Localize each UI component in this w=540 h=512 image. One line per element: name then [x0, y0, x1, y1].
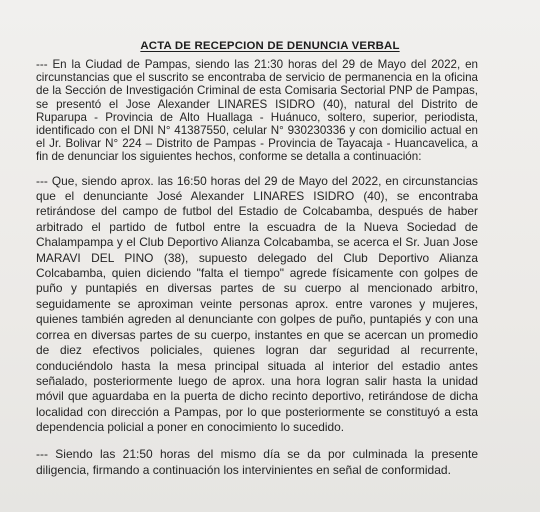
document-body — [36, 58, 478, 488]
paragraph-facts: --- Que, siendo aprox. las 16:50 horas del 29 de Mayo del 2022, en circunstancias que el denunciante José Alexander LINARES ISIDRO (40), se encontraba retirándose del campo de futbol del Estadio de Colcabamba, después de haber arbitrado el partido de futbol entre la escuadra de la Nueva Sociedad de Chalampampa y el Club Deportivo Alianza Colcabamba, se acerca el Sr. Juan Jose MARAVI DEL PINO (38), supuesto delegado del Club Deportivo Alianza Colcabamba, quien diciendo "falta el tiempo" agrede físicamente con golpes de puño y puntapiés en diversas partes de su cuerpo al mencionado arbitro, seguidamente se aproximan veinte personas aprox. entre varones y mujeres, quienes también agreden al denunciante con golpes de puño, puntapiés y con una correa en diversas partes de su cuerpo, instantes en que se acercan un promedio de diez efectivos policiales, quienes logran dar seguridad al recurrente, conduciéndolo hasta la mesa principal situada al interior del estadio antes señalado, posteriormente luego de aprox. una hora logran salir hasta la unidad móvil que aguardaba en la puerta de dicho recinto deportivo, retirándose de dicha localidad con dirección a Pampas, por lo que posteriormente se constituyó a esta dependencia policial a poner en conocimiento lo sucedido. — [36, 173, 478, 435]
document-title — [0, 40, 540, 52]
document-title-text: ACTA DE RECEPCION DE DENUNCIA VERBAL — [140, 40, 400, 52]
paragraph-intro: --- En la Ciudad de Pampas, siendo las 21:30 horas del 29 de Mayo del 2022, en circunstancias que el suscrito se encontraba de servicio de permanencia en la oficina de la Sección de Investigación Criminal de esta Comisaria Sectorial PNP de Pampas, se presentó el Jose Alexander LINARES ISIDRO (40), natural del Distrito de Ruparupa - Provincia de Alto Huallaga - Huánuco, soltero, superior, periodista, identificado con el DNI N° 41387550, celular N° 930230336 y con domicilio actual en el Jr. Bolivar N° 224 – Distrito de Pampas - Provincia de Tayacaja - Huancavelica, a fin de denunciar los siguientes hechos, conforme se detalla a continuación: — [36, 58, 478, 164]
paragraph-closing: --- Siendo las 21:50 horas del mismo día se da por culminada la presente diligencia, firmando a continuación los intervinientes en señal de conformidad. — [36, 446, 478, 477]
